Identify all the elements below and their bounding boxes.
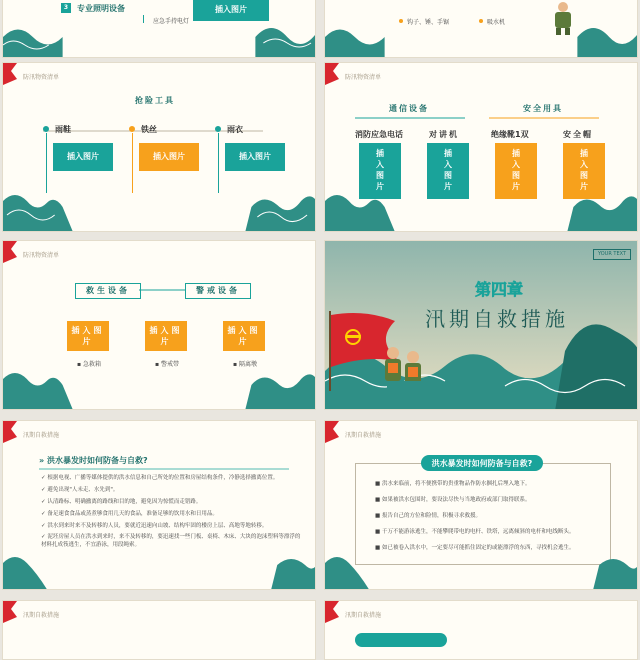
insert-image-placeholder: 插入图片	[359, 143, 401, 199]
connector-line	[132, 133, 133, 193]
section-title: 专业照明设备	[77, 4, 125, 13]
connector-line	[46, 133, 47, 193]
bullet-item: ■ 如已被卷入洪水中，一定要尽可能抓住固定的或能漂浮的东西，寻找机会逃生。	[375, 545, 575, 551]
item-label: 吸水机	[487, 19, 506, 26]
slide-title: 抢险工具	[135, 96, 175, 105]
insert-image-placeholder: 插入图片	[53, 143, 113, 171]
section-number-badge: 3	[61, 3, 71, 13]
item-text: 隔离墩	[238, 361, 257, 368]
flag-corner-icon	[325, 63, 339, 85]
slide-thumbnail-3[interactable]	[2, 62, 316, 232]
timeline-dot	[43, 126, 49, 132]
bullet-text: 如已被卷入洪水中，一定要尽可能抓住固定的或能漂浮的东西，寻找机会逃生。	[381, 545, 575, 551]
slide-thumbnail-6[interactable]	[324, 240, 638, 410]
question-heading: » 洪水暴发时如何防备与自救?	[39, 456, 148, 465]
bullet-item: ■ 洪水来临前，将不便携带的贵重物品作防水捆扎后埋入地下。	[375, 481, 531, 487]
connector-line	[218, 133, 219, 193]
bullet-item: ✓ 认清路标、明确撤离的路线和目的地，避免因为惊慌而走错路。	[41, 499, 202, 505]
group-title: 警戒设备	[185, 283, 251, 299]
bullet-item: ✓ 避免出现"人未走、水先到"。	[41, 487, 119, 493]
item-label: 安全帽	[563, 130, 593, 139]
slide-header: 防汛物资清单	[23, 252, 60, 259]
slide-header: 防汛物资清单	[345, 74, 382, 81]
slide-thumbnail-9[interactable]	[2, 600, 316, 660]
flag-corner-icon	[325, 421, 339, 443]
slide-header: 汛期自救措施	[345, 432, 382, 439]
flag-corner-icon	[3, 421, 17, 443]
slide-thumbnail-5[interactable]	[2, 240, 316, 410]
item-label: ▪ 隔离墩	[233, 361, 257, 368]
bullet-text: 泥坯房屋人员在洪水到来时，来不及转移的，要迅速找一些门板、桌椅、木床、大块的泡沫塑料等漂浮的材料扎成筏逃生，不宜游泳，用段绳索。	[41, 534, 301, 549]
slide-header: 汛期自救措施	[23, 612, 60, 619]
item-label: 绝缘靴1双	[491, 130, 529, 139]
bullet-item: ✓ 洪水到来时来不及转移的人员，要就近迅速向山坡、结构牢固的楼房上层、高地等地转移。	[41, 523, 268, 529]
insert-image-placeholder: 插入图片	[193, 0, 269, 21]
item-label: 消防应急电话	[355, 130, 403, 139]
item-text: 急救箱	[82, 361, 101, 368]
bullet-item: ■ 千万不能游泳逃生，不能攀爬带电的电杆、铁塔，远离倾斜的电杆和电线断头。	[375, 529, 575, 535]
divider-line	[355, 117, 465, 119]
bullet-text: 避免出现"人未走、水先到"。	[47, 487, 119, 493]
timeline-dot	[129, 126, 135, 132]
group-title: 通信设备	[389, 104, 429, 113]
item-label: 对讲机	[429, 130, 459, 139]
bullet-text: 如果被洪水包围时，要设法尽快与当地政府或部门取得联系。	[381, 497, 531, 503]
flag-corner-icon	[325, 601, 339, 623]
bullet-text: 洪水来临前，将不便携带的贵重物品作防水捆扎后埋入地下。	[381, 481, 531, 487]
slide-header: 防汛物资清单	[23, 74, 60, 81]
group-title: 救生设备	[75, 283, 141, 299]
slide-thumbnail-7[interactable]	[2, 420, 316, 590]
wave-decoration	[3, 17, 315, 57]
wave-decoration	[325, 191, 637, 231]
flag-corner-icon	[3, 601, 17, 623]
item-label: 雨鞋	[55, 125, 71, 134]
divider-line	[489, 117, 599, 119]
tag-badge: YOUR TEXT	[593, 249, 631, 260]
item-label: 雨衣	[227, 125, 243, 134]
insert-image-placeholder: 插入图片	[495, 143, 537, 199]
bullet-text: 备足速食食品或蒸煮够食用几天的食品，准备足够的饮用水和日用品。	[47, 511, 218, 517]
insert-image-placeholder: 插入图片	[139, 143, 199, 171]
bullet-item: ✓ 根据电视、广播等媒体提供的洪水信息和自己所处的位置和房屋结构条件，冷静选择撤离位置。	[41, 475, 279, 481]
question-pill: 洪水暴发时如何防备与自救?	[421, 455, 543, 471]
flag-corner-icon	[3, 63, 17, 85]
flag-corner-icon	[3, 241, 17, 263]
insert-image-placeholder: 插入图片	[223, 321, 265, 351]
insert-image-placeholder: 插入图片	[427, 143, 469, 199]
bullet-item: ✓ 泥坯房屋人员在洪水到来时，来不及转移的，要迅速找一些门板、桌椅、木床、大块的泡沫塑料等漂浮的材料扎成筏逃生，不宜游泳，用段绳索。	[41, 534, 301, 549]
slide-header: 汛期自救措施	[23, 432, 60, 439]
insert-image-placeholder: 插入图片	[563, 143, 605, 199]
slide-thumbnail-8[interactable]	[324, 420, 638, 590]
item-label: 应急手持电灯	[153, 18, 190, 25]
slide-header: 汛期自救措施	[345, 612, 382, 619]
wave-decoration	[3, 369, 315, 409]
insert-image-placeholder: 插入图片	[225, 143, 285, 171]
bullet-text: 根据电视、广播等媒体提供的洪水信息和自己所处的位置和房屋结构条件，冷静选择撤离位置。	[47, 475, 279, 481]
chapter-label: 第四章	[475, 280, 524, 299]
insert-image-placeholder: 插入图片	[67, 321, 109, 351]
connector-line	[139, 289, 185, 291]
timeline-dot	[215, 126, 221, 132]
bullet-text: 报告自己的方位和险情，积极寻求救援。	[381, 513, 481, 519]
wave-decoration	[325, 549, 637, 589]
question-pill	[355, 633, 447, 647]
rescue-soldiers-illustration	[379, 345, 429, 401]
item-label: ▪ 警戒带	[155, 361, 179, 368]
divider-line	[39, 468, 289, 470]
bullet-item: ■ 报告自己的方位和险情，积极寻求救援。	[375, 513, 481, 519]
item-label: 钩子、锤、手锯	[407, 19, 450, 26]
bullet-text: 洪水到来时来不及转移的人员，要就近迅速向山坡、结构牢固的楼房上层、高地等地转移。	[47, 523, 268, 529]
item-text: 警戒带	[160, 361, 179, 368]
bullet-text: 认清路标、明确撤离的路线和目的地，避免因为惊慌而走错路。	[47, 499, 202, 505]
bullet-item: ✓ 备足速食食品或蒸煮够食用几天的食品，准备足够的饮用水和日用品。	[41, 511, 218, 517]
wave-decoration	[3, 191, 315, 231]
item-label: 铁丝	[141, 125, 157, 134]
wave-decoration	[325, 17, 637, 57]
item-label: ▪ 急救箱	[77, 361, 101, 368]
insert-image-placeholder: 插入图片	[145, 321, 187, 351]
bullet-item: ■ 如果被洪水包围时，要设法尽快与当地政府或部门取得联系。	[375, 497, 531, 503]
chapter-title: 汛期自救措施	[425, 307, 569, 331]
slide-thumbnail-10[interactable]	[324, 600, 638, 660]
wave-decoration	[3, 549, 315, 589]
slide-thumbnail-2[interactable]	[324, 0, 638, 58]
bullet-text: 千万不能游泳逃生，不能攀爬带电的电杆、铁塔，远离倾斜的电杆和电线断头。	[381, 529, 575, 535]
question-text: 洪水暴发时如何防备与自救?	[46, 456, 148, 465]
group-title: 安全用具	[523, 104, 563, 113]
slide-thumbnail-4[interactable]	[324, 62, 638, 232]
slide-thumbnail-1[interactable]	[2, 0, 316, 58]
